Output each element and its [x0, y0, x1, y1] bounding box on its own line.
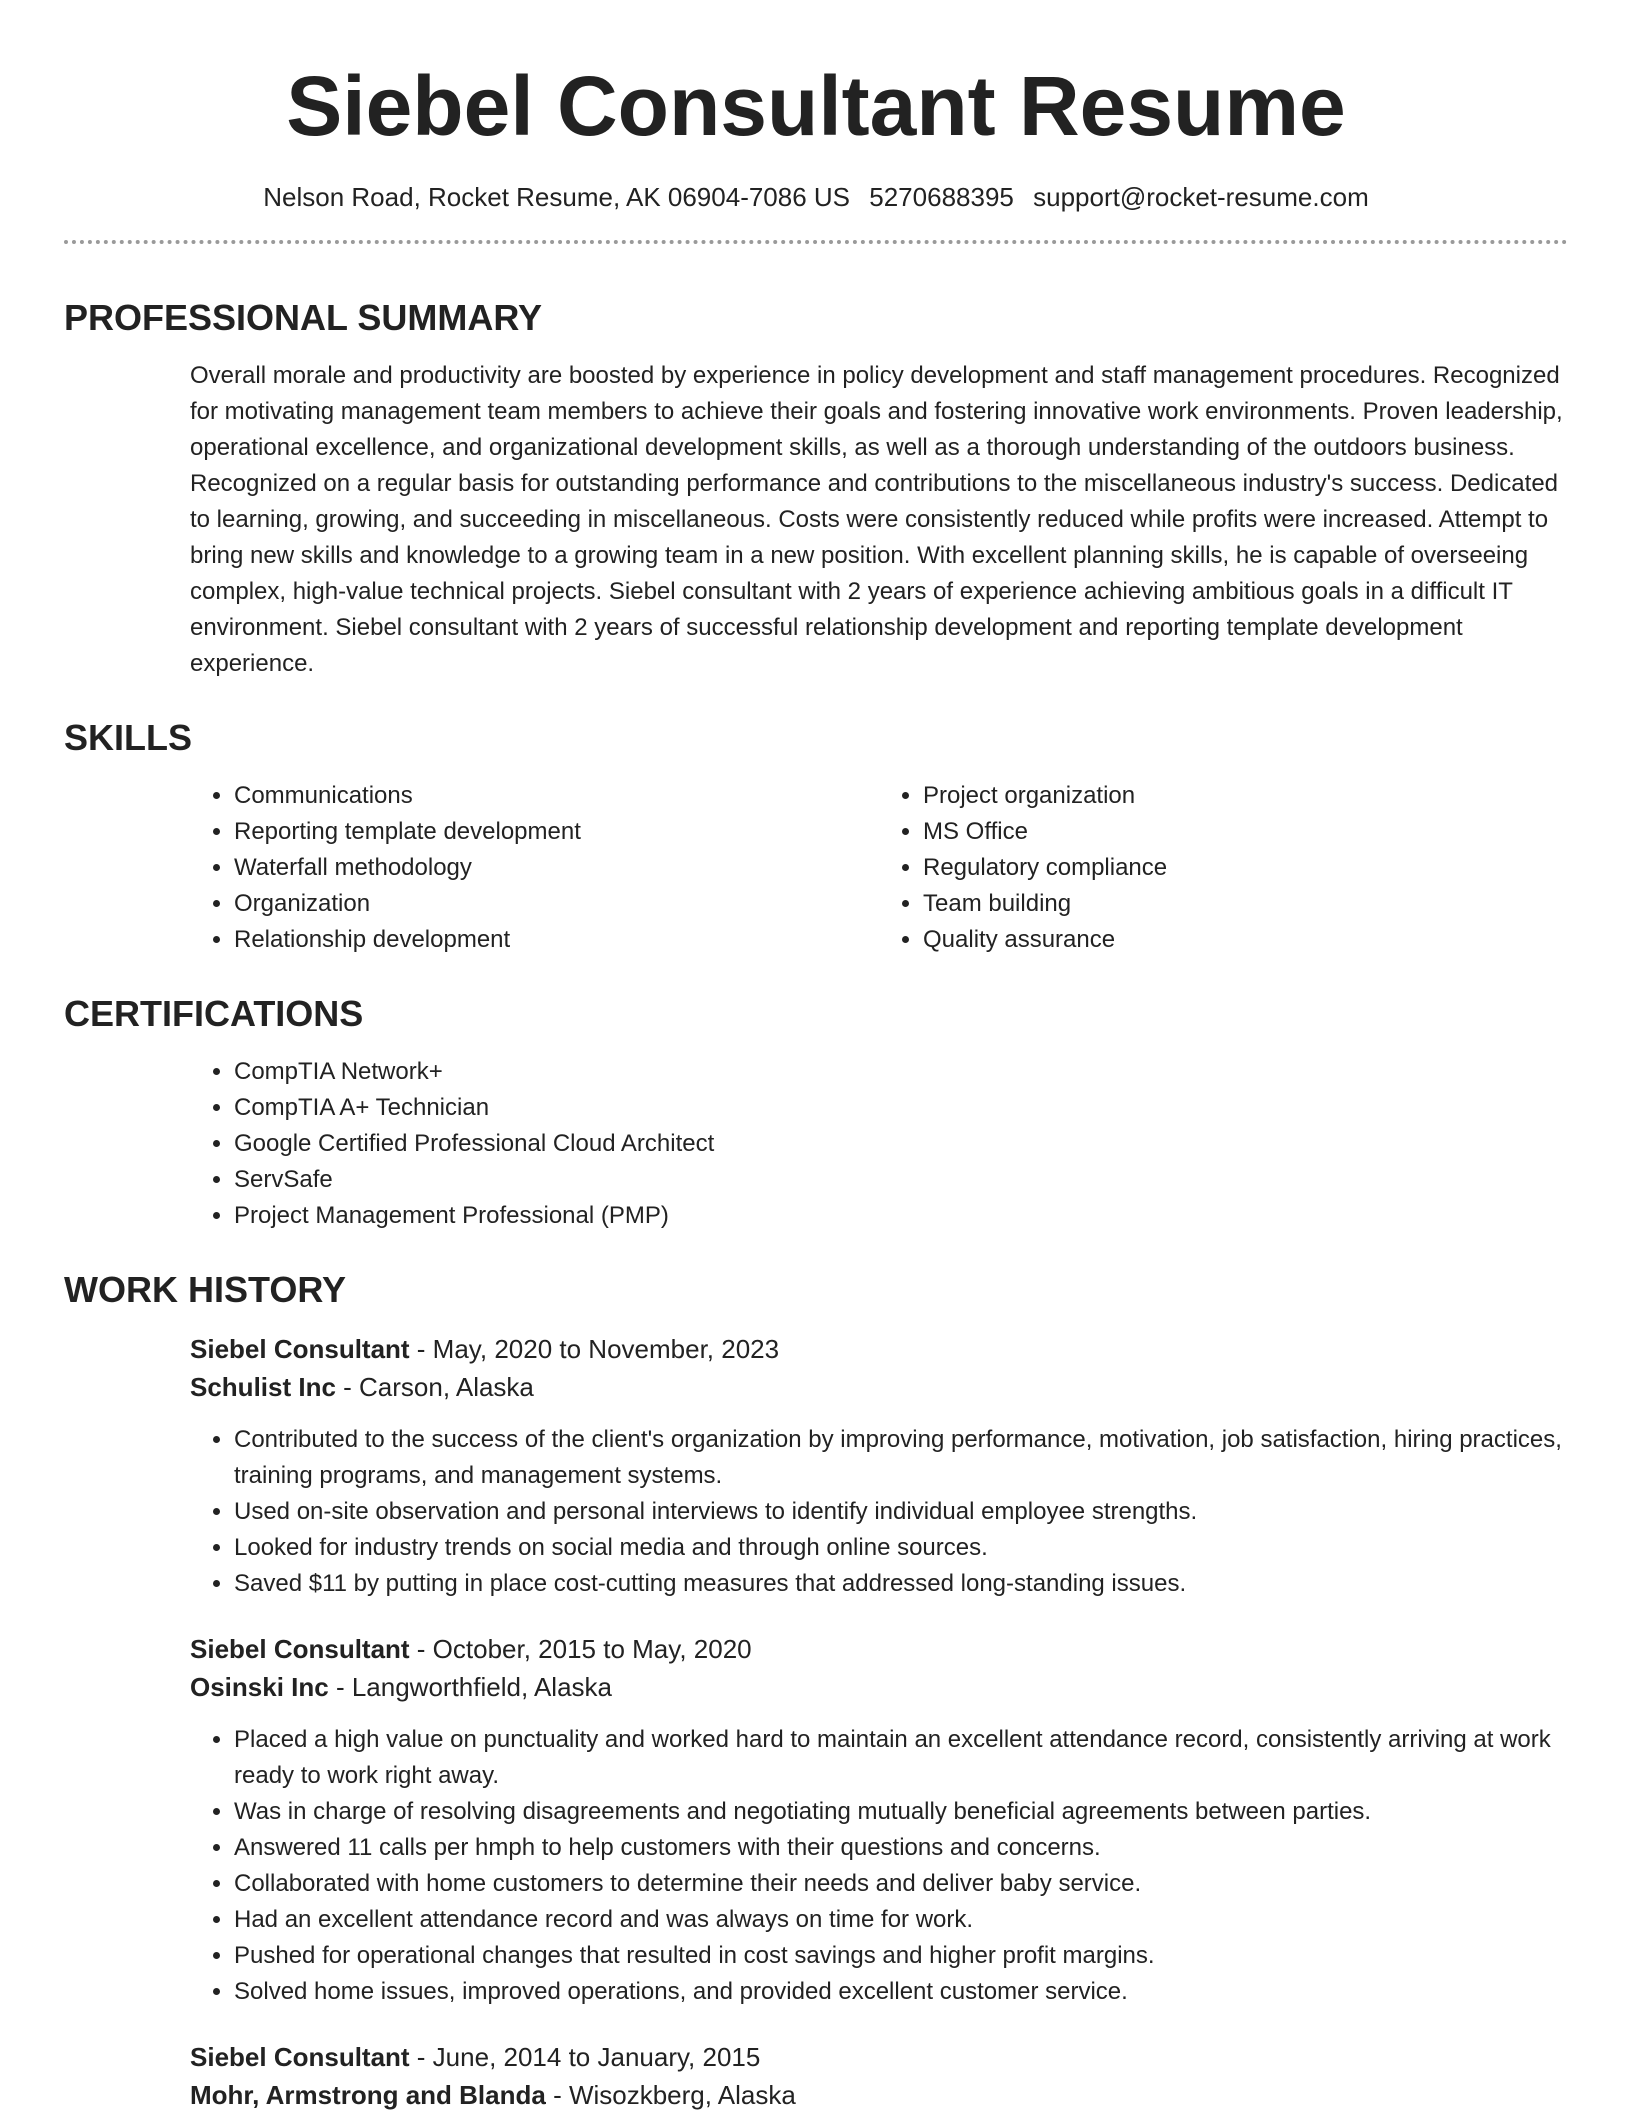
job-title: Siebel Consultant	[190, 1334, 410, 1364]
job-dates: - May, 2020 to November, 2023	[409, 1334, 780, 1364]
summary-section	[64, 296, 1568, 682]
certification-item: • CompTIA A+ Technician	[234, 1090, 1568, 1126]
work-history-heading: WORK HISTORY	[64, 1269, 347, 1310]
job-location: - Langworthfield, Alaska	[328, 1672, 613, 1702]
job-company-line	[190, 1368, 1568, 1406]
skills-list-right	[879, 778, 1568, 958]
job-company: Schulist Inc	[190, 1372, 336, 1402]
job-location: - Carson, Alaska	[335, 1372, 534, 1402]
resume-page	[64, 0, 1568, 2110]
job-entry	[64, 1630, 1568, 2010]
job-title: Siebel Consultant	[190, 1634, 410, 1664]
certifications-heading: CERTIFICATIONS	[64, 993, 364, 1034]
job-title: Siebel Consultant	[190, 2042, 410, 2072]
job-company: Osinski Inc	[190, 1672, 329, 1702]
skill-item: • Relationship development	[234, 922, 879, 958]
job-duty: • Contributed to the success of the client's organization by improving performance, motivation, job satisfaction, hiring practices, training programs, and management systems.	[234, 1422, 1568, 1494]
job-duty: • Had an excellent attendance record and was always on time for work.	[234, 1902, 1568, 1938]
job-location: - Wisozkberg, Alaska	[545, 2080, 796, 2110]
job-dates: - October, 2015 to May, 2020	[409, 1634, 752, 1664]
skill-item: • Team building	[923, 886, 1568, 922]
job-duty: • Pushed for operational changes that resulted in cost savings and higher profit margins.	[234, 1938, 1568, 1974]
skill-item: • Organization	[234, 886, 879, 922]
job-duty: • Looked for industry trends on social media and through online sources.	[234, 1530, 1568, 1566]
address-text: Nelson Road, Rocket Resume, AK 06904-7086 US	[263, 182, 851, 212]
skills-list-left	[190, 778, 879, 958]
certifications-list	[190, 1054, 1568, 1234]
job-entry	[64, 1330, 1568, 1602]
job-duties-list	[190, 1422, 1568, 1602]
skill-item: • Project organization	[923, 778, 1568, 814]
job-title-line	[190, 1630, 1568, 1668]
skill-item: • Quality assurance	[923, 922, 1568, 958]
job-duty: • Solved home issues, improved operations, and provided excellent customer service.	[234, 1974, 1568, 2010]
skill-item: • Waterfall methodology	[234, 850, 879, 886]
skill-item: • Communications	[234, 778, 879, 814]
job-duty: • Was in charge of resolving disagreements and negotiating mutually beneficial agreements between parties.	[234, 1794, 1568, 1830]
certification-item: • Project Management Professional (PMP)	[234, 1198, 1568, 1234]
email-text: support@rocket-resume.com	[1033, 182, 1369, 212]
job-duty: • Used on-site observation and personal interviews to identify individual employee strengths.	[234, 1494, 1568, 1530]
job-entry	[64, 2038, 1568, 2114]
summary-text: Overall morale and productivity are boosted by experience in policy development and staff management procedures. Recognized for motivating management team members to achieve their goals and fostering innovative work environments. Proven leadership, operational excellence, and organizational development skills, as well as a thorough understanding of the outdoors business. Recognized on a regular basis for outstanding performance and contributions to the miscellaneous industry's success. Dedicated to learning, growing, and succeeding in miscellaneous. Costs were consistently reduced while profits were increased. Attempt to bring new skills and knowledge to a growing team in a new position. With excellent planning skills, he is capable of overseeing complex, high-value technical projects. Siebel consultant with 2 years of experience achieving ambitious goals in a difficult IT environment. Siebel consultant with 2 years of successful relationship development and reporting template development experience.	[190, 362, 1563, 677]
phone-text: 5270688395	[869, 182, 1014, 212]
job-company-line	[190, 1668, 1568, 1706]
job-dates: - June, 2014 to January, 2015	[409, 2042, 761, 2072]
job-company-line	[190, 2076, 1568, 2114]
job-duty: • Collaborated with home customers to determine their needs and deliver baby service.	[234, 1866, 1568, 1902]
resume-title: Siebel Consultant Resume	[286, 59, 1346, 153]
certification-item: • CompTIA Network+	[234, 1054, 1568, 1090]
job-company: Mohr, Armstrong and Blanda	[190, 2080, 546, 2110]
certification-item: • Google Certified Professional Cloud Architect	[234, 1126, 1568, 1162]
skills-heading: SKILLS	[64, 717, 193, 758]
skills-section	[64, 716, 1568, 958]
job-title-line	[190, 2038, 1568, 2076]
work-history-section	[64, 1268, 1568, 2114]
certification-item: • ServSafe	[234, 1162, 1568, 1198]
job-duty: • Answered 11 calls per hmph to help customers with their questions and concerns.	[234, 1830, 1568, 1866]
skills-columns	[190, 778, 1568, 958]
skill-item: • Reporting template development	[234, 814, 879, 850]
job-duty: • Saved $11 by putting in place cost-cutting measures that addressed long-standing issues.	[234, 1566, 1568, 1602]
contact-line	[64, 180, 1568, 214]
job-title-line	[190, 1330, 1568, 1368]
certifications-section	[64, 992, 1568, 1234]
job-duty: • Placed a high value on punctuality and worked hard to maintain an excellent attendance record, consistently arriving at work ready to work right away.	[234, 1722, 1568, 1794]
job-duties-list	[190, 1722, 1568, 2010]
skill-item: • MS Office	[923, 814, 1568, 850]
header-divider	[64, 240, 1568, 244]
summary-heading: PROFESSIONAL SUMMARY	[64, 297, 543, 338]
skill-item: • Regulatory compliance	[923, 850, 1568, 886]
